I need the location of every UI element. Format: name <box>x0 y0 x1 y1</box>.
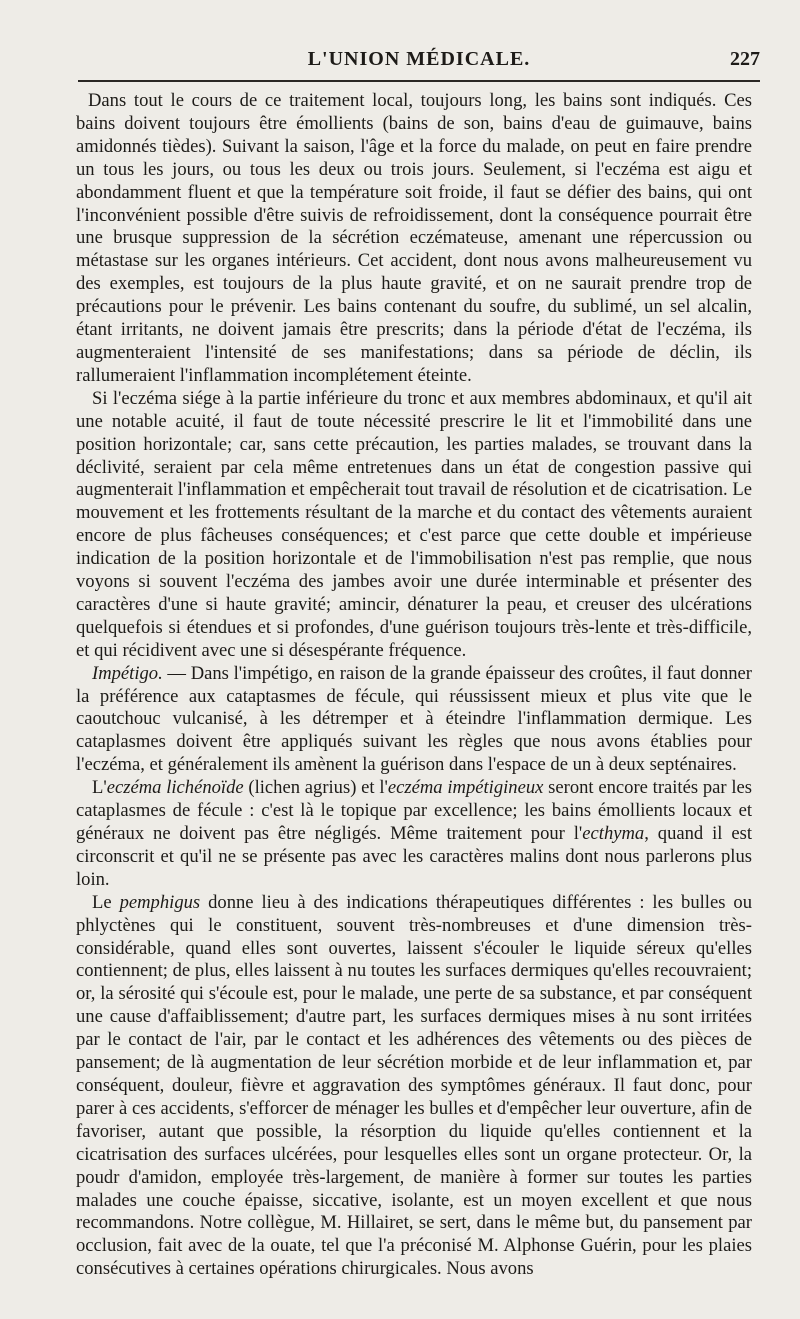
text-segment: donne lieu à des indications thérapeutiques différentes : les bulles ou phlyctènes qui le constituent, souvent très-nombreuses et d'une dimension très-considérable, quand elles sont ouvertes, laissent s'écouler le liquide séreux qu'elles contiennent; de plus, elles laissent à nu toutes les surfaces dermiques qu'elles recouvraient; or, la sérosité qui s'écoule est, pour le malade, une perte de sa substance, et par conséquent une cause d'affaiblissement; d'autre part, les surfaces dermiques mises à nu sont irritées par le contact de l'air, par le contact et les adhérences des vêtements ou des pièces de pansement; de là augmentation de leur sécrétion morbide et de leur inflammation et, par conséquent, douleur, fièvre et aggravation des symptômes généraux. Il faut donc, pour parer à ces accidents, s'efforcer de ménager les bulles et d'empêcher leur ouverture, afin de favoriser, autant que possible, la résorption du liquide qu'elles contiennent et la cicatrisation des surfaces ulcérées, pour lesquelles elles sont un organe protecteur. Or, la poudr d'amidon, employée très-largement, de manière à former sur toutes les parties malades une couche épaisse, siccative, isolante, est un moyen excellent et que nous recommandons. Notre collègue, M. Hillairet, se sert, dans le même but, du pansement par occlusion, fait avec de la ouate, tel que l'a préconisé M. Alphonse Guérin, pour les plaies consécutives à certaines opérations chirurgicales. Nous avons <box>76 891 753 1280</box>
body-text <box>76 90 752 1281</box>
running-title: L'UNION MÉDICALE. <box>307 48 531 70</box>
page-number: 227 <box>730 48 760 70</box>
text-segment: (lichen agrius) et l' <box>243 777 388 799</box>
italic-term: eczéma impétigineux <box>387 777 544 799</box>
italic-term: eczéma lichénoïde <box>106 777 244 799</box>
section-lead: Impétigo. <box>92 662 163 684</box>
paragraph-impetigo <box>76 663 752 778</box>
paragraph-text: Si l'eczéma siége à la partie inférieure du tronc et aux membres abdominaux, et qu'il ait une notable acuité, il faut de toute nécessité prescrire le lit et l'immobilité dans une position horizontale; car, sans cette précaution, les parties malades, se trouvant dans la déclivité, seraient par cela même entretenues dans un état de congestion passive qui augmenterait l'inflammation et empêcherait tout travail de résolution et de cicatrisation. Le mouvement et les frottements résultant de la marche et du contact des vêtements auraient encore de plus fâcheuses conséquences; et c'est parce que cette double et impérieuse indication de la position horizontale et de l'immobilisation n'est pas remplie, que nous voyons si souvent l'eczéma des jambes avoir une durée interminable et présenter des caractères d'une si haute gravité; amincir, dénaturer la peau, et creuser des ulcérations quelquefois si étendues et si profondes, d'une guérison toujours très-lente et très-difficile, et qui récidivent avec une si désespérante fréquence. <box>76 387 752 661</box>
text-segment: Le <box>92 891 120 913</box>
page-header <box>78 44 760 82</box>
paragraph-pemphigus <box>76 892 752 1281</box>
text-segment: seront encore traités par les cataplasmes de fécule : c'est là le topique par excellence; les bains émollients locaux et généraux ne doivent pas être négligés. Même traitement pour l' <box>76 777 752 844</box>
text-segment: L' <box>92 777 107 799</box>
text-segment: , quand il est circonscrit et qu'il ne se présente pas avec les caractères malins dont nous parlerons plus loin. <box>76 823 753 890</box>
italic-term: pemphigus <box>119 891 201 913</box>
italic-term: ecthyma <box>582 823 645 844</box>
paragraph-text: Dans tout le cours de ce traitement local, toujours long, les bains sont indiqués. Ces bains doivent toujours être émollients (bains de son, bains d'eau de guimauve, bains amidonnés tièdes). Suivant la saison, l'âge et la force du malade, on peut en faire prendre un tous les jours, ou tous les deux ou trois jours. Seulement, si l'eczéma est aigu et abondamment fluent et que la température soit froide, il faut se défier des bains, qui ont l'inconvénient possible d'être suivis de refroidissement, dont la conséquence pourrait être une brusque suppression de la sécrétion eczémateuse, amenant une répercussion ou métastase sur les organes intérieurs. Cet accident, dont nous avons malheureusement vu des exemples, est toujours de la plus haute gravité, et on ne saurait prendre trop de précautions pour le prévenir. Les bains contenant du soufre, du sublimé, un sel alcalin, étant irritants, ne doivent jamais être prescrits; dans la période d'état de l'eczéma, ils augmenteraient l'intensité de ses manifestations; dans sa période de déclin, ils rallumeraient l'inflammation incomplétement éteinte. <box>76 90 752 386</box>
paragraph-eczema-membres <box>76 388 752 663</box>
paragraph-text: — Dans l'impétigo, en raison de la grande épaisseur des croûtes, il faut donner la préférence aux cataptasmes de fécule, qui réussissent mieux et plus vite que le caoutchouc vulcanisé, à les détremper et à éteindre l'inflammation dermique. Les cataplasmes doivent être appliqués suivant les règles que nous avons établies pour l'eczéma, et généralement ils amènent la guérison dans l'espace de un à deux septénaires. <box>76 662 752 776</box>
paragraph-bains <box>76 90 752 388</box>
paragraph-eczema-lichenoide <box>76 777 752 892</box>
